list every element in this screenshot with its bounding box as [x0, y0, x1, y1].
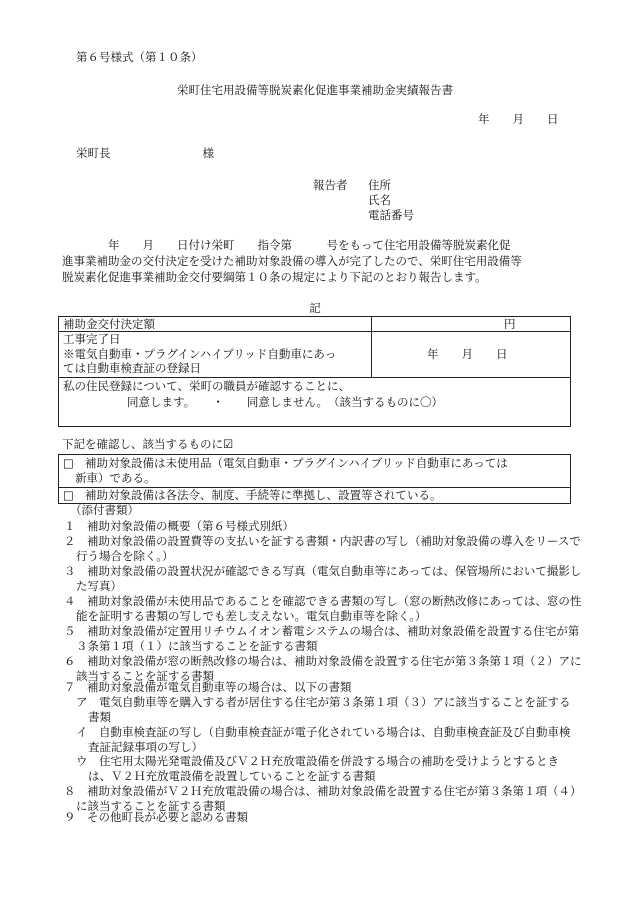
attachment-number: ６	[64, 654, 87, 668]
attachment-number: １	[64, 519, 87, 533]
attachment-item	[64, 534, 584, 564]
attachment-number: ウ	[76, 754, 99, 768]
attachment-text: 住宅用太陽光発電設備及びＶ２Ｈ充放電設備を併設する場合の補助を受けようとするときは、Ｖ２Ｈ充放電設備を設置していることを証する書類	[88, 754, 559, 783]
attachment-item	[64, 680, 584, 695]
confirm-heading: 下記を確認し、該当するものに☑	[62, 437, 234, 451]
consent-question: 私の住民登録について、栄町の職員が確認することに、	[63, 379, 351, 393]
attachment-item	[64, 594, 584, 624]
report-date: 年 月 日	[478, 112, 559, 126]
attachment-number: ８	[64, 784, 87, 798]
attachment-text: 自動車検査証の写し（自動車検査証が電子化されている場合は、自動車検査証及び自動車検査証記録事項の写し）	[88, 725, 571, 754]
attachment-item	[76, 754, 581, 784]
confirm-table	[58, 454, 571, 504]
grant-amount-label: 補助金交付決定額	[63, 317, 155, 331]
intro-line-1: 年 月 日付け栄町 指令第 号をもって住宅用設備等脱炭素化促	[62, 238, 511, 252]
attachment-text: 補助対象設備の設置状況が確認できる写真（電気自動車等にあっては、保管場所において撮影した写真）	[76, 564, 582, 593]
checked-box-icon: ☑	[223, 437, 234, 451]
attachment-number: ７	[64, 680, 87, 694]
attachment-text: その他町長が必要と認める書類	[87, 810, 248, 824]
attachment-number: ９	[64, 810, 87, 824]
completion-date-value: 年 月 日	[427, 347, 508, 361]
completion-date-note: ※電気自動車・プラグインハイブリッド自動車にあっ	[63, 347, 337, 361]
intro-line-3: 脱炭素化促進事業補助金交付要綱第１０条の規定により下記のとおり報告します。	[62, 270, 487, 284]
attachment-text: 補助対象設備がＶ２Ｈ充放電設備の場合は、補助対象設備を設置する住宅が第３条第１項（４）に該当することを証する書類	[76, 784, 582, 813]
report-table	[58, 316, 571, 427]
checkbox-icon[interactable]: □	[63, 488, 74, 502]
ki-heading: 記	[309, 301, 321, 315]
intro-line-2: 進事業補助金の交付決定を受けた補助対象設備の導入が完了したので、栄町住宅用設備等	[62, 254, 522, 268]
attachments-heading: （添付書類）	[70, 503, 139, 517]
page-title: 栄町住宅用設備等脱炭素化促進事業補助金実績報告書	[177, 83, 453, 97]
attachment-text: 補助対象設備の概要（第６号様式別紙）	[87, 519, 294, 533]
completion-date-label: 工事完了日	[63, 332, 121, 346]
attachment-number: ４	[64, 594, 87, 608]
reporter-label: 報告者	[313, 178, 348, 192]
attachment-number: ２	[64, 534, 87, 548]
attachment-text: 補助対象設備が窓の断熱改修の場合は、補助対象設備を設置する住宅が第３条第１項（２）アに該当することを証する書類	[76, 654, 582, 683]
addressee: 栄町長 様	[76, 146, 214, 160]
attachment-item	[76, 695, 581, 725]
confirm-item-2: 補助対象設備は各法令、制度、手続等に準拠し、設置等されている。	[85, 488, 442, 502]
form-number: 第６号様式（第１０条）	[76, 50, 203, 64]
attachment-number: イ	[76, 725, 99, 739]
consent-options: 同意します。 ・ 同意しません。 （該当するものに〇）	[127, 395, 444, 409]
completion-date-note-2: ては自動車検査証の登録日	[63, 361, 201, 375]
attachment-text: 補助対象設備が未使用品であることを確認できる書類の写し（窓の断熱改修にあっては、窓の性能を証明する書類の写しでも差し支えない。電気自動車等を除く。）	[76, 594, 582, 623]
attachment-number: ５	[64, 624, 87, 638]
attachment-item	[64, 624, 584, 654]
attachment-item	[64, 564, 584, 594]
checkbox-icon[interactable]: □	[63, 456, 74, 470]
attachment-number: ３	[64, 564, 87, 578]
confirm-item-1-cont: 新車）である。	[75, 471, 156, 485]
attachment-item	[76, 725, 581, 755]
checkbox-unused[interactable]	[63, 456, 74, 471]
attachment-text: 補助対象設備が定置用リチウムイオン蓄電システムの場合は、補助対象設備を設置する住宅が第３条第１項（１）に該当することを証する書類	[76, 624, 580, 653]
attachment-item	[64, 810, 584, 825]
checkbox-compliance[interactable]	[63, 488, 74, 503]
reporter-phone: 電話番号	[368, 208, 414, 222]
attachment-text: 補助対象設備の設置費等の支払いを証する書類・内訳書の写し（補助対象設備の導入をリースで行う場合を除く。）	[76, 534, 581, 563]
attachment-number: ア	[76, 695, 99, 709]
reporter-address: 住所	[368, 178, 391, 192]
attachment-item	[64, 519, 584, 534]
reporter-name: 氏名	[368, 193, 391, 207]
attachment-text: 補助対象設備が電気自動車等の場合は、以下の書類	[87, 680, 352, 694]
grant-amount-unit: 円	[504, 317, 516, 331]
confirm-item-1: 補助対象設備は未使用品（電気自動車・プラグインハイブリッド自動車にあっては	[85, 456, 508, 470]
attachment-text: 電気自動車等を購入する者が居住する住宅が第３条第１項（３）アに該当することを証する書類	[88, 695, 571, 724]
